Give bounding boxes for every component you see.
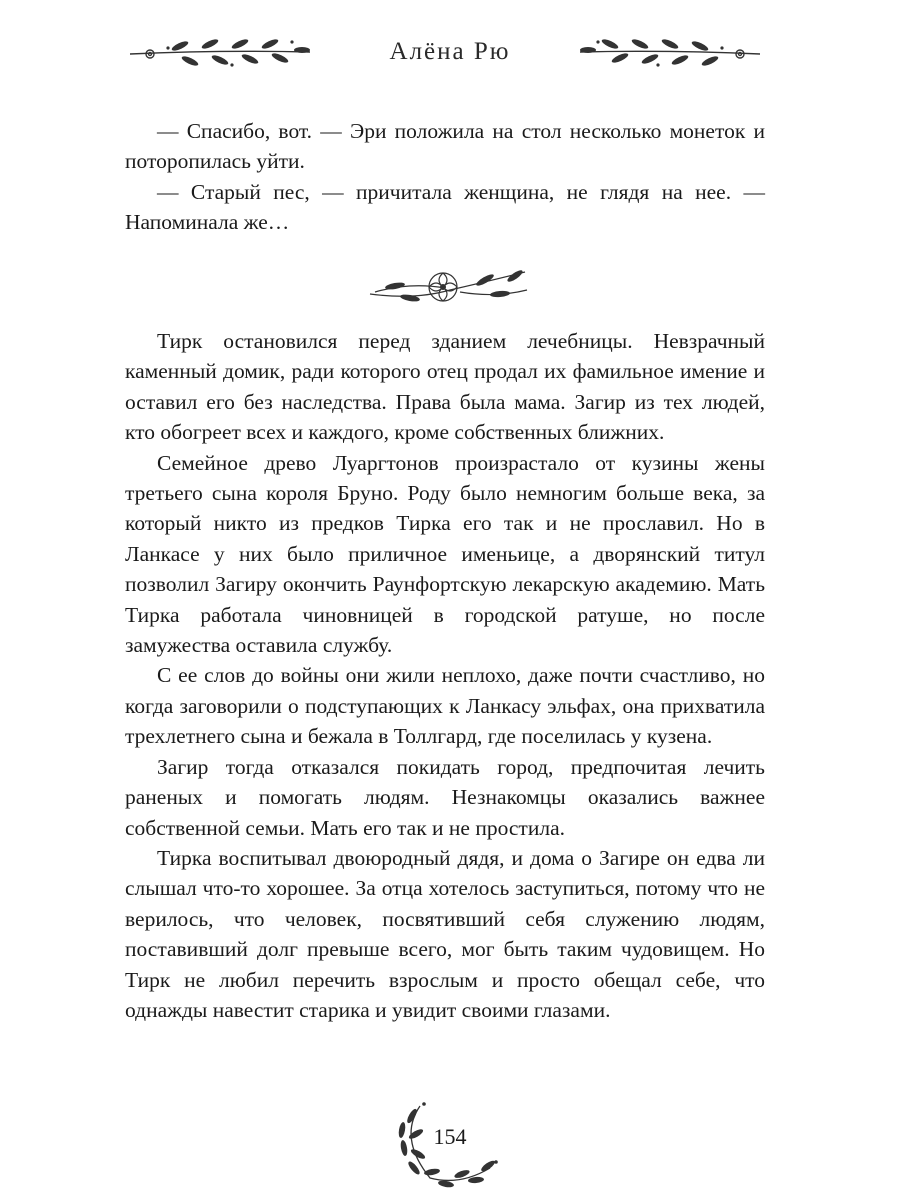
running-header (0, 22, 900, 82)
paragraph: Загир тогда отказался покидать город, предпочитая лечить раненых и помогать людям. Незнакомцы оказались важнее собственной семьи. Мать его так и не простила. (125, 754, 765, 840)
paragraph: — Спасибо, вот. — Эри положила на стол несколько монеток и поторопилась уйти. (125, 119, 765, 174)
paragraph: Тирк остановился перед зданием лечебницы. Невзрачный каменный домик, ради которого отец продал их фамильное имение и оставил его без наследства. Права была мама. Загир из тех людей, кто обогреет всех и каждого, кроме собственных ближних. (125, 329, 765, 445)
page-footer (380, 1098, 520, 1188)
paragraph: — Старый пес, — причитала женщина, не глядя на нее. — Напоминала же… (125, 179, 765, 235)
laurel-branch-icon (570, 36, 770, 72)
text-block-top (125, 116, 765, 238)
paragraph: Семейное древо Луаргтонов произрастало от кузины жены третьего сына короля Бруно. Роду было немногим больше века, за который никто из предков Тирка его так и не прославил. Но в Ланкасе у них было приличное именьице, а дворянский титул позволил Загиру окончить Раунфортскую лекарскую академию. Мать Тирка работала чиновницей в городской ратуше, но после замужества оставила службу. (125, 450, 765, 658)
text-block-main (125, 326, 765, 1025)
author-name: Алёна Рю (389, 38, 511, 65)
paragraph: Тирка воспитывал двоюродный дядя, и дома о Загире он едва ли слышал что-то хорошее. За отца хотелось заступиться, потому что не верилось, что человек, посвятивший себя служению людям, поставивший долг превыше всего, мог быть таким чудовищем. Но Тирк не любил перечить взрослым и просто обещал себе, что однажды навестит старика и увидит своими глазами. (125, 845, 765, 1022)
page-number: 154 (433, 1124, 467, 1149)
flower-ornament-icon (365, 262, 535, 312)
paragraph: С ее слов до войны они жили неплохо, даже почти счастливо, но когда заговорили о подступающих к Ланкасу эльфах, она прихватила трехлетнего сына и бежала в Толлгард, где поселилась у кузена. (125, 663, 765, 749)
